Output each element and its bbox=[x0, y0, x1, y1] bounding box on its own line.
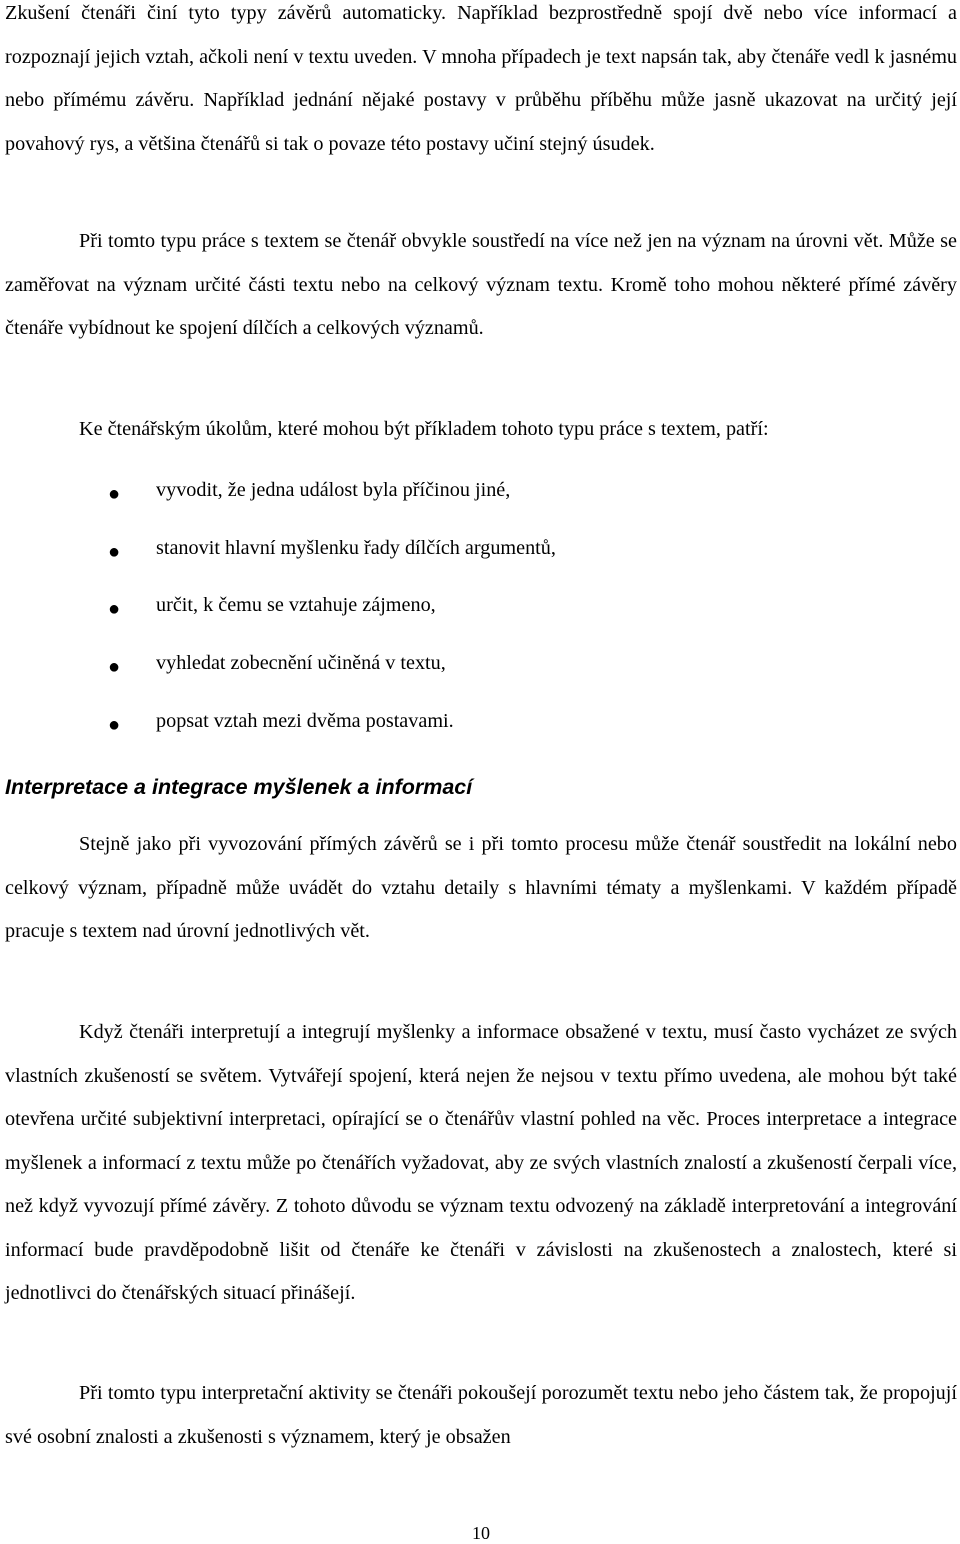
bullet-icon: ● bbox=[108, 483, 121, 505]
list-item bbox=[5, 593, 957, 651]
list-item bbox=[5, 651, 957, 709]
list-item bbox=[5, 536, 957, 594]
paragraph-interpretive-activity: Při tomto typu interpretační aktivity se čtenáři pokoušejí porozumět textu nebo jeho částem tak, že propojují své osobní znalosti a zkušenosti s významem, který je obsažen bbox=[5, 1382, 957, 1448]
list-item bbox=[5, 709, 957, 767]
bullet-icon: ● bbox=[108, 713, 121, 736]
paragraph-inference-automatic: Zkušení čtenáři činí tyto typy závěrů automaticky. Například bezprostředně spojí dvě nebo více informací a rozpoznají jejich vztah, ačkoli není v textu uveden. V mnoha případech je text napsán tak, aby čtenáře vedl k jasnému nebo přímému závěru. Například jednání nějaké postavy v průběhu příběhu může jasně ukazovat na určitý její povahový rys, a většina čtenářů si tak o povaze této postavy učiní stejný úsudek. bbox=[5, 2, 957, 155]
bullet-icon: ● bbox=[108, 598, 121, 621]
page-number: 10 bbox=[472, 1523, 490, 1543]
list-item-text: vyhledat zobecnění učiněná v textu, bbox=[156, 652, 446, 675]
list-item-text: popsat vztah mezi dvěma postavami. bbox=[156, 709, 454, 732]
list-item-text: vyvodit, že jedna událost byla příčinou jiné, bbox=[156, 479, 511, 501]
list-item-text: stanovit hlavní myšlenku řady dílčích argumentů, bbox=[156, 536, 556, 559]
paragraph-local-global-meaning: Stejně jako při vyvozování přímých závěrů se i při tomto procesu může čtenář soustředit na lokální nebo celkový význam, případně může uvádět do vztahu detaily s hlavními tématy a myšlenkami. V každém případě pracuje s textem nad úrovní jednotlivých vět. bbox=[5, 833, 957, 942]
bullet-icon: ● bbox=[108, 656, 121, 679]
paragraph-interpretation-integration: Když čtenáři interpretují a integrují myšlenky a informace obsažené v textu, musí často vycházet ze svých vlastních zkušeností se světem. Vytvářejí spojení, která nejen že nejsou v textu přímo uvedena, ale mohou být také otevřena určité subjektivní interpretaci, opírající se o čtenářův vlastní pohled na věc. Proces interpretace a integrace myšlenek a informací z textu může po čtenářích vyžadovat, aby ze svých vlastních znalostí a zkušeností čerpali více, než když vyvozují přímé závěry. Z tohoto důvodu se význam textu odvozený na základě interpretování a integrování informací bude pravděpodobně lišit od čtenáře ke čtenáři v závislosti na zkušenostech a znalostech, které si jednotlivci do čtenářských situací přinášejí. bbox=[5, 1021, 957, 1304]
task-list bbox=[5, 478, 957, 766]
paragraph-reading-focus: Při tomto typu práce s textem se čtenář obvykle soustředí na více než jen na význam na úrovni vět. Může se zaměřovat na význam určité části textu nebo na celkový význam textu. Kromě toho mohou některé přímé závěry čtenáře vybídnout ke spojení dílčích a celkových významů. bbox=[5, 230, 957, 339]
bullet-icon: ● bbox=[108, 540, 121, 563]
list-item-text: určit, k čemu se vztahuje zájmeno, bbox=[156, 594, 436, 617]
section-heading: Interpretace a integrace myšlenek a informací bbox=[5, 775, 473, 799]
paragraph-tasks-intro: Ke čtenářským úkolům, které mohou být příkladem tohoto typu práce s textem, patří: bbox=[79, 418, 769, 440]
document-page bbox=[5, 0, 957, 1543]
list-item bbox=[5, 478, 957, 536]
